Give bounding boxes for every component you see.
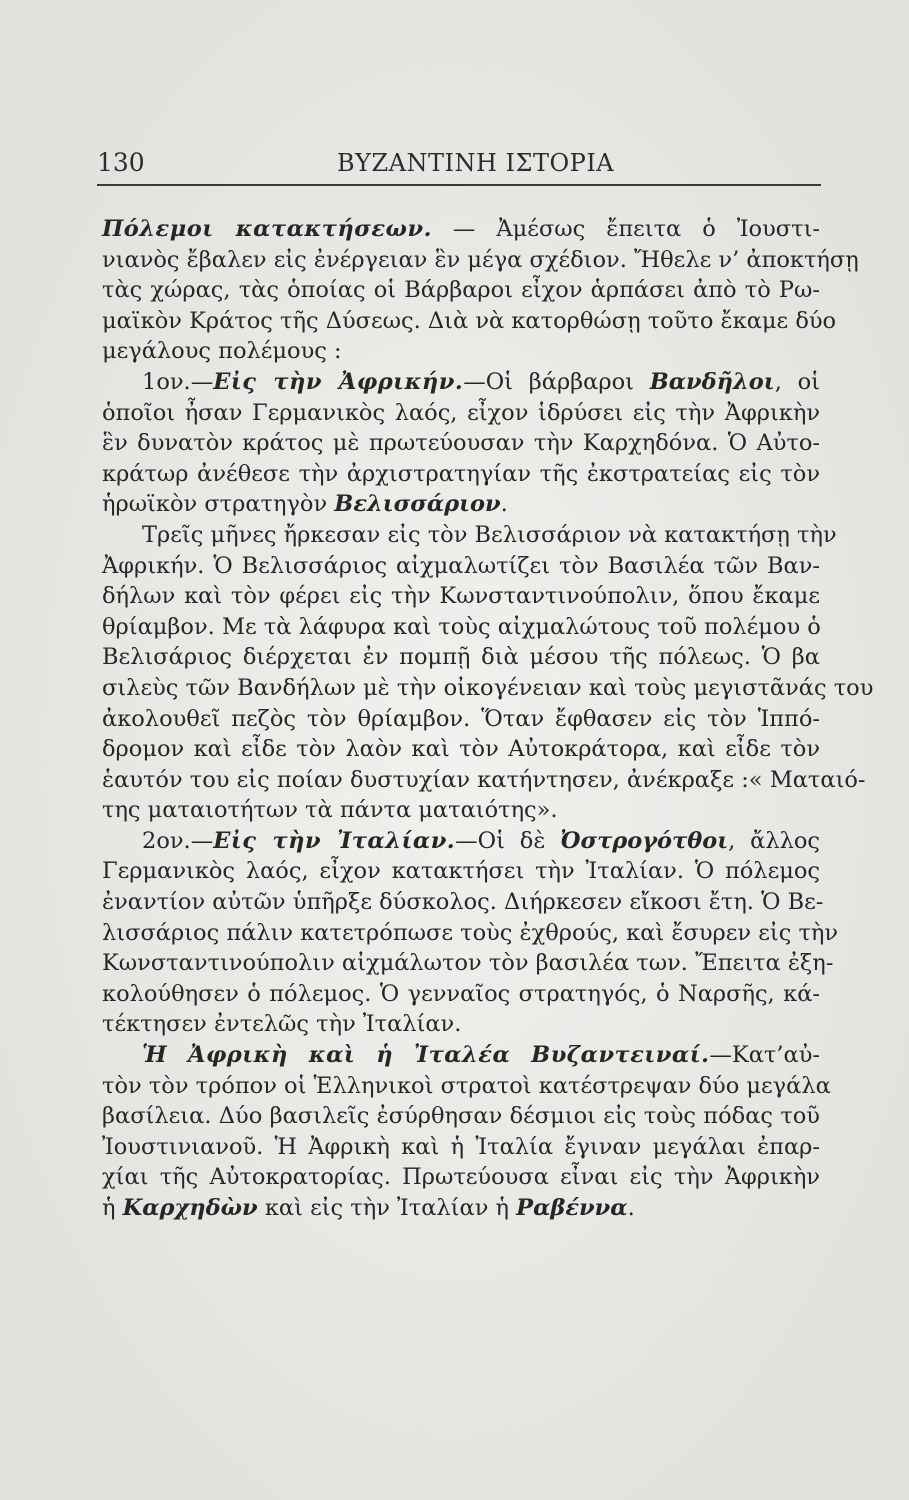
text-line — [102, 979, 820, 1010]
text-line — [102, 612, 820, 643]
text-run: ἑαυτόν του εἰς ποίαν δυστυχίαν κατήντησεν, ἀνέκραξε :« Ματαιό- — [102, 766, 866, 793]
text-run: μεγάλους πολέμους : — [102, 338, 342, 365]
text-line — [102, 459, 820, 490]
text-line — [102, 826, 820, 857]
text-run: νιανὸς ἔβαλεν εἰς ἐνέργειαν ἓν μέγα σχέδιον. Ἤθελε ν’ ἀποκτήσῃ — [102, 246, 859, 273]
proper-name: Ὀστρογότθοι — [560, 827, 729, 854]
text-run: 2ον.— — [142, 827, 214, 854]
text-line — [102, 428, 820, 459]
running-title: ΒΥΖΑΝΤΙΝΗ ΙΣΤΟΡΙΑ — [337, 149, 615, 177]
proper-name: Βανδῆλοι — [649, 368, 775, 395]
text-line — [102, 856, 820, 887]
text-run: ἀκολουθεῖ πεζὸς τὸν θρίαμβον. Ὅταν ἔφθασεν εἰς τὸν Ἱππό- — [102, 705, 820, 732]
text-run: ἡ — [102, 1195, 123, 1221]
text-run: . — [500, 491, 508, 518]
text-run: —Οἱ δὲ — [455, 827, 561, 854]
text-run: ὁποῖοι ἦσαν Γερμανικὸς λαός, εἶχον ἱδρύσει εἰς τὴν Ἀφρικὴν — [102, 399, 820, 426]
text-run: σιλεὺς τῶν Βανδήλων μὲ τὴν οἰκογένειαν καὶ τοὺς μεγιστᾶνάς του — [102, 674, 874, 701]
text-line — [102, 520, 837, 551]
text-run: Τρεῖς μῆνες ἤρκεσαν εἰς τὸν Βελισσάριον νὰ κατακτήσῃ τὴν — [142, 521, 837, 548]
text-line — [102, 948, 834, 979]
text-line — [102, 734, 820, 765]
text-run: δρομον καὶ εἶδε τὸν λαὸν καὶ τὸν Αὐτοκράτορα, καὶ εἶδε τὸν — [102, 736, 820, 763]
proper-name: Ραβέννα — [516, 1195, 628, 1221]
text-run: θρίαμβον. Με τὰ λάφυρα καὶ τοὺς αἰχμαλώτους τοῦ πολέμου ὁ — [102, 613, 821, 640]
text-run: κράτωρ ἀνέθεσε τὴν ἀρχιστρατηγίαν τῆς ἐκστρατείας εἰς τὸν — [102, 460, 820, 487]
text-line — [102, 1101, 820, 1132]
text-line — [102, 275, 820, 306]
text-run: , ἄλλος — [728, 827, 820, 854]
text-run: . — [627, 1195, 635, 1221]
text-run: ἐναντίον αὐτῶν ὑπῆρξε δύσκολος. Διήρκεσεν εἴκοσι ἔτη. Ὁ Βε- — [102, 889, 824, 916]
text-run: μαϊκὸν Κράτος τῆς Δύσεως. Διὰ νὰ κατορθώσῃ τοῦτο ἔκαμε δύο — [102, 307, 837, 334]
text-line — [102, 214, 820, 245]
text-line — [102, 765, 866, 796]
text-line — [102, 1040, 820, 1071]
text-line — [102, 704, 820, 735]
section-heading: Εἰς τὴν Ἰταλίαν. — [213, 827, 456, 854]
body-text — [102, 214, 874, 1224]
text-line — [102, 1132, 820, 1163]
text-line — [102, 795, 820, 826]
text-run: Ἀφρικήν. Ὁ Βελισσάριος αἰχμαλωτίζει τὸν Βασιλέα τῶν Βαν- — [102, 552, 820, 579]
text-run: βασίλεια. Δύο βασιλεῖς ἐσύρθησαν δέσμιοι εἰς τοὺς πόδας τοῦ — [102, 1103, 820, 1130]
text-run: Βελισάριος διέρχεται ἐν πομπῇ διὰ μέσου τῆς πόλεως. Ὁ βα — [102, 644, 820, 671]
text-line — [102, 245, 859, 276]
proper-name: Καρχηδὼν — [122, 1195, 258, 1221]
text-line — [102, 581, 820, 612]
page-number: 130 — [97, 148, 145, 177]
text-line — [102, 1071, 831, 1102]
text-line — [102, 887, 824, 918]
text-line — [102, 642, 820, 673]
text-run: — Ἀμέσως ἔπειτα ὁ Ἰουστι- — [431, 216, 820, 242]
text-run: της ματαιοτήτων τὰ πάντα ματαιότης». — [102, 797, 558, 824]
text-line — [102, 1193, 820, 1224]
text-run: χίαι τῆς Αὐτοκρατορίας. Πρωτεύουσα εἶναι εἰς τὴν Ἀφρικὴν — [102, 1164, 820, 1191]
text-run: , οἱ — [774, 368, 820, 395]
text-run: τὰς χώρας, τὰς ὁποίας οἱ Βάρβαροι εἶχον ἁρπάσει ἀπὸ τὸ Ρω- — [102, 277, 820, 304]
page-header — [97, 148, 821, 186]
text-run: ἡρωϊκὸν στρατηγὸν — [102, 491, 335, 518]
text-line — [102, 306, 837, 337]
text-run: κολούθησεν ὁ πόλεμος. Ὁ γενναῖος στρατηγός, ὁ Ναρσῆς, κά- — [102, 980, 820, 1007]
section-heading: Εἰς τὴν Ἀφρικήν. — [213, 368, 464, 395]
text-line — [102, 1162, 820, 1193]
text-run: —Κατ’αὐ- — [709, 1042, 820, 1069]
text-line — [102, 336, 820, 367]
text-run: τὸν τὸν τρόπον οἱ Ἑλληνικοὶ στρατοὶ κατέστρεψαν δύο μεγάλα — [102, 1072, 831, 1099]
text-run: Κωνσταντινούπολιν αἰχμάλωτον τὸν βασιλέα των. Ἔπειτα ἐξη- — [102, 950, 834, 977]
text-run: 1ον.— — [142, 368, 214, 395]
text-line — [102, 918, 839, 949]
text-run: ἓν δυνατὸν κράτος μὲ πρωτεύουσαν τὴν Καρχηδόνα. Ὁ Αὐτο- — [102, 430, 820, 457]
section-heading: Πόλεμοι κατακτήσεων. — [102, 216, 432, 242]
text-run: λισσάριος πάλιν κατετρόπωσε τοὺς ἐχθρούς, καὶ ἔσυρεν εἰς τὴν — [102, 919, 839, 946]
text-run: τέκτησεν ἐντελῶς τὴν Ἰταλίαν. — [102, 1011, 462, 1038]
text-run: —Οἱ βάρβαροι — [463, 368, 650, 395]
text-line — [102, 398, 820, 429]
text-line — [102, 489, 820, 520]
text-run: δήλων καὶ τὸν φέρει εἰς τὴν Κωνσταντινούπολιν, ὅπου ἔκαμε — [102, 583, 820, 610]
text-run: Γερμανικὸς λαός, εἶχον κατακτήσει τὴν Ἰταλίαν. Ὁ πόλεμος — [102, 858, 820, 885]
text-line — [102, 673, 874, 704]
text-line — [102, 551, 820, 582]
text-line — [102, 1009, 820, 1040]
text-run: Ἰουστινιανοῦ. Ἡ Ἀφρικὴ καὶ ἡ Ἰταλία ἔγιναν μεγάλαι ἐπαρ- — [102, 1133, 820, 1160]
section-heading: Ἡ Ἀφρικὴ καὶ ἡ Ἰταλέα Βυζαντειναί. — [142, 1042, 710, 1069]
proper-name: Βελισσάριον — [334, 491, 501, 518]
text-line — [102, 367, 820, 398]
text-run: καὶ εἰς τὴν Ἰταλίαν ἡ — [257, 1195, 517, 1221]
